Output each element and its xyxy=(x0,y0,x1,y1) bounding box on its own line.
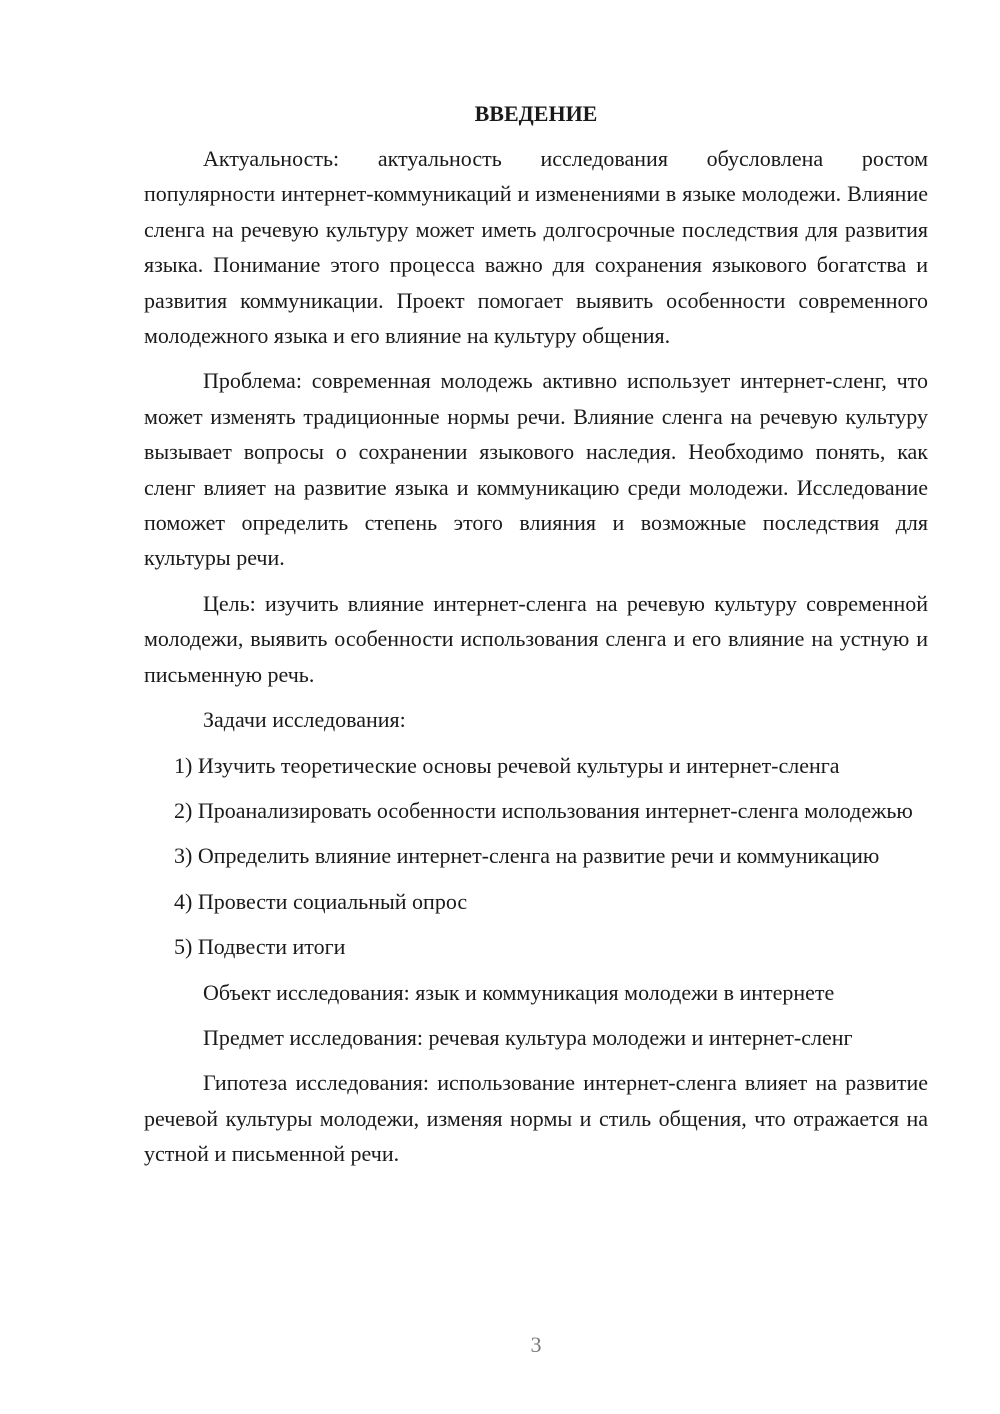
task-item: 5) Подвести итоги xyxy=(174,934,346,960)
object-paragraph: Объект исследования: язык и коммуникация молодежи в интернете xyxy=(203,979,835,1005)
relevance-paragraph: Актуальность: актуальность исследования обусловлена ростом популярности интернет-коммуникаций и изменениями в языке молодежи. Влияние сленга на речевую культуру может иметь долгосрочные последствия для развития языка. Понимание этого процесса важно для сохранения языкового богатства и развития коммуникации. Проект помогает выявить особенности современного молодежного языка и его влияние на культуру общения. xyxy=(144,146,928,349)
problem-paragraph: Проблема: современная молодежь активно использует интернет-сленг, что может изменять традиционные нормы речи. Влияние сленга на речевую культуру вызывает вопросы о сохранении языкового наследия. Необходимо понять, как сленг влияет на развитие языка и коммуникацию среди молодежи. Исследование поможет определить степень этого влияния и возможные последствия для культуры речи. xyxy=(144,368,928,571)
page-number: 3 xyxy=(530,1332,542,1357)
task-item: 4) Провести социальный опрос xyxy=(174,888,468,914)
page-content xyxy=(144,96,928,1182)
task-item: 1) Изучить теоретические основы речевой культуры и интернет-сленга xyxy=(174,752,840,778)
tasks-heading: Задачи исследования: xyxy=(203,707,406,733)
section-title: ВВЕДЕНИЕ xyxy=(474,101,598,126)
task-item: 2) Проанализировать особенности использования интернет-сленга молодежью xyxy=(174,797,913,823)
task-item: 3) Определить влияние интернет-сленга на развитие речи и коммуникацию xyxy=(174,843,880,869)
hypothesis-paragraph: Гипотеза исследования: использование интернет-сленга влияет на развитие речевой культуры молодежи, изменяя нормы и стиль общения, что отражается на устной и письменной речи. xyxy=(144,1070,928,1167)
goal-paragraph: Цель: изучить влияние интернет-сленга на речевую культуру современной молодежи, выявить особенности использования сленга и его влияние на устную и письменную речь. xyxy=(144,590,928,687)
subject-paragraph: Предмет исследования: речевая культура молодежи и интернет-сленг xyxy=(203,1024,853,1050)
